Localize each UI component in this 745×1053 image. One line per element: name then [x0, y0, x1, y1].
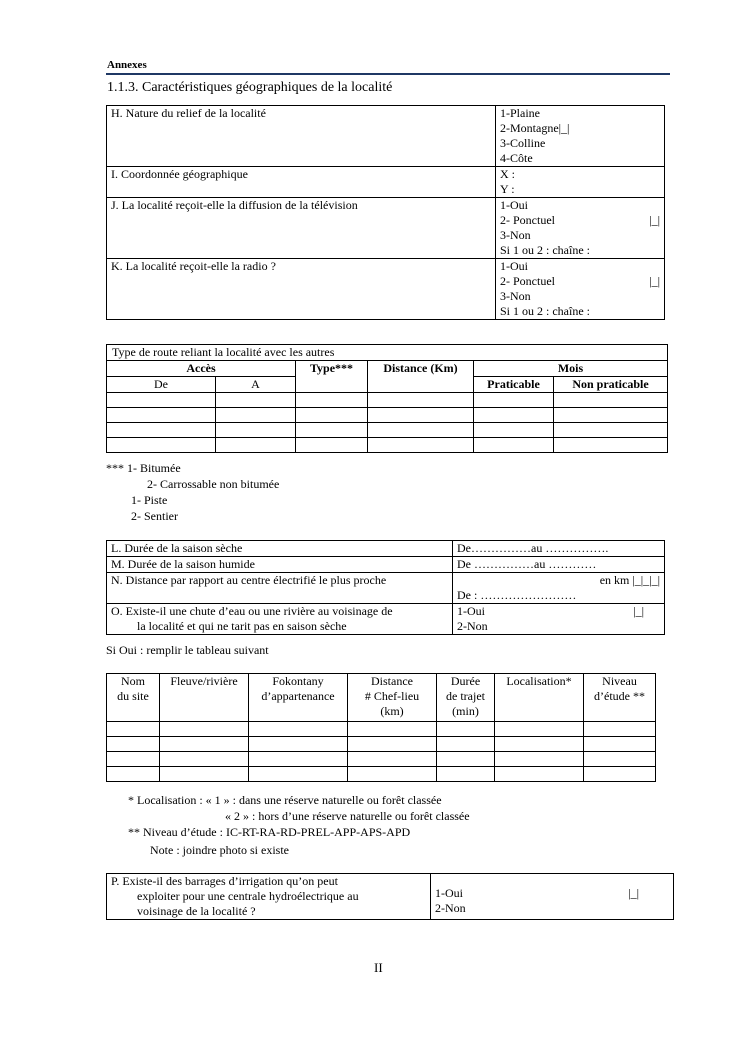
table-cell[interactable]	[348, 752, 437, 767]
table-cell[interactable]	[107, 438, 216, 453]
question-line: O. Existe-il une chute d’eau ou une rivière au voisinage de	[111, 604, 393, 618]
header-distance: Distance (Km)	[368, 361, 474, 393]
checkbox-field[interactable]: |_|	[649, 213, 660, 227]
table-row	[107, 408, 668, 423]
table-cell[interactable]	[348, 737, 437, 752]
note-line: 2- Sentier	[131, 509, 178, 523]
table-cell[interactable]	[584, 752, 656, 767]
question-cell: N. Distance par rapport au centre électrifié le plus proche	[107, 573, 453, 604]
row-coordinates	[107, 167, 665, 198]
answer-option: 2-Non	[457, 619, 488, 633]
header-text: (km)	[380, 704, 404, 718]
table-cell[interactable]	[216, 393, 296, 408]
road-type-table	[106, 344, 668, 453]
checkbox-field[interactable]: |_|	[558, 121, 570, 135]
table-cell[interactable]	[249, 767, 348, 782]
table-cell[interactable]	[584, 722, 656, 737]
table-cell[interactable]	[348, 767, 437, 782]
table-cell[interactable]	[107, 737, 160, 752]
table-cell[interactable]	[107, 423, 216, 438]
table-cell[interactable]	[216, 408, 296, 423]
header-text: Distance	[371, 674, 413, 688]
table-cell[interactable]	[249, 722, 348, 737]
answer-option: 1-Plaine	[500, 106, 540, 120]
answer-option	[500, 213, 660, 228]
header-text: Fleuve/rivière	[170, 674, 238, 688]
question-line: P. Existe-il des barrages d’irrigation qu’on peut	[111, 874, 338, 888]
note-line: *** 1- Bitumée	[106, 461, 181, 475]
answer-option: 3-Non	[500, 289, 531, 303]
checkbox-field[interactable]: |_|	[649, 274, 660, 288]
header-text: (min)	[452, 704, 479, 718]
note-line: ** Niveau d’étude : IC-RT-RA-RD-PREL-APP-APS-APD	[128, 825, 411, 839]
header-text: de trajet	[446, 689, 485, 703]
note-line: * Localisation : « 1 » : dans une réserve naturelle ou forêt classée	[128, 793, 442, 807]
question-line: exploiter pour une centrale hydroélectrique au	[137, 889, 359, 903]
answer-option	[500, 274, 660, 289]
answer-cell	[453, 604, 665, 635]
answer-option: 1-Oui	[500, 259, 528, 273]
table-cell[interactable]	[437, 767, 495, 782]
question-cell: M. Durée de la saison humide	[107, 557, 453, 573]
header-text: d’étude **	[594, 689, 645, 703]
header-de: De	[107, 377, 216, 393]
question-cell: I. Coordonnée géographique	[107, 167, 496, 198]
waterfall-sites-table	[106, 673, 656, 782]
table-cell[interactable]	[368, 408, 474, 423]
table-cell[interactable]	[554, 423, 668, 438]
table-cell[interactable]	[107, 393, 216, 408]
table-cell[interactable]	[495, 767, 584, 782]
table-cell[interactable]	[107, 752, 160, 767]
answer-field[interactable]: De ……………au …………	[453, 557, 665, 573]
row-relief	[107, 106, 665, 167]
header-text: du site	[117, 689, 149, 703]
header-text: Niveau	[602, 674, 637, 688]
answer-text: 2- Ponctuel	[500, 274, 555, 288]
header-localisation	[495, 674, 584, 722]
note-line: 1- Piste	[131, 493, 168, 507]
season-distance-table	[106, 540, 665, 635]
table-cell[interactable]	[160, 722, 249, 737]
note-line: 2- Carrossable non bitumée	[147, 477, 280, 491]
answer-cell	[496, 198, 665, 259]
answer-field[interactable]: De……………au …………….	[453, 541, 665, 557]
answer-option: 3-Colline	[500, 136, 546, 150]
header-acces: Accès	[107, 361, 296, 377]
header-distance	[348, 674, 437, 722]
irrigation-dam-table	[106, 873, 674, 920]
header-type: Type***	[296, 361, 368, 393]
table-cell[interactable]	[554, 408, 668, 423]
question-cell	[107, 604, 453, 635]
table-cell[interactable]	[107, 722, 160, 737]
question-line: voisinage de la localité ?	[137, 904, 256, 918]
table-cell[interactable]	[160, 737, 249, 752]
header-text: Nom	[121, 674, 145, 688]
header-a: A	[216, 377, 296, 393]
answer-text: 2-Montagne	[500, 121, 559, 135]
table-cell[interactable]	[368, 423, 474, 438]
table-row	[107, 438, 668, 453]
table-cell[interactable]	[107, 767, 160, 782]
route-type-notes	[106, 460, 279, 524]
answer-option	[457, 604, 660, 619]
answer-option: 1-Oui	[500, 198, 528, 212]
table-cell[interactable]	[249, 737, 348, 752]
running-header: Annexes	[107, 59, 147, 71]
question-cell: K. La localité reçoit-elle la radio ?	[107, 259, 496, 320]
header-non-praticable: Non praticable	[554, 377, 668, 393]
answer-cell	[496, 106, 665, 167]
table-cell[interactable]	[296, 438, 368, 453]
header-text: Localisation*	[506, 674, 572, 688]
coordinate-x-field[interactable]: X :	[500, 167, 515, 181]
question-cell: L. Durée de la saison sèche	[107, 541, 453, 557]
checkbox-field[interactable]: |_|	[633, 604, 644, 618]
header-text: d’appartenance	[261, 689, 335, 703]
table-cell[interactable]	[474, 438, 554, 453]
table-cell[interactable]	[160, 752, 249, 767]
table-cell[interactable]	[437, 752, 495, 767]
answer-option: 3-Non	[500, 228, 531, 242]
answer-cell	[431, 874, 674, 920]
table-cell[interactable]	[368, 393, 474, 408]
question-cell: J. La localité reçoit-elle la diffusion de la télévision	[107, 198, 496, 259]
table-row	[107, 722, 656, 737]
answer-option	[500, 121, 660, 136]
answer-option: Si 1 ou 2 : chaîne :	[500, 304, 590, 318]
answer-text: 2- Ponctuel	[500, 213, 555, 227]
coordinate-y-field[interactable]: Y :	[500, 182, 515, 196]
row-radio	[107, 259, 665, 320]
header-mois: Mois	[474, 361, 668, 377]
table-cell[interactable]	[584, 767, 656, 782]
answer-cell	[496, 259, 665, 320]
answer-option: Si 1 ou 2 : chaîne :	[500, 243, 590, 257]
answer-option	[435, 886, 669, 901]
table-cell[interactable]	[437, 722, 495, 737]
table-cell[interactable]	[474, 393, 554, 408]
answer-cell	[496, 167, 665, 198]
answer-cell	[453, 573, 665, 604]
distance-km-field[interactable]: en km |_|_|_|	[599, 573, 660, 587]
table-cell[interactable]	[216, 438, 296, 453]
header-rule	[106, 73, 670, 75]
note-line: Note : joindre photo si existe	[150, 843, 289, 857]
question-line: la localité et qui ne tarit pas en saison sèche	[137, 619, 347, 633]
header-text: # Chef-lieu	[364, 689, 420, 703]
checkbox-field[interactable]: |_|	[628, 885, 639, 900]
table-cell[interactable]	[160, 767, 249, 782]
section-title: 1.1.3. Caractéristiques géographiques de la localité	[107, 80, 393, 95]
table-cell[interactable]	[495, 722, 584, 737]
distance-from-field[interactable]: De : ……………………	[457, 588, 577, 602]
locality-questions-table	[106, 105, 665, 320]
page-number: II	[374, 960, 383, 975]
table-cell[interactable]	[474, 408, 554, 423]
table-caption: Type de route reliant la localité avec les autres	[107, 345, 668, 361]
table-cell[interactable]	[296, 423, 368, 438]
table-cell[interactable]	[437, 737, 495, 752]
header-fokontany	[249, 674, 348, 722]
table-cell[interactable]	[474, 423, 554, 438]
header-nom-site	[107, 674, 160, 722]
table-cell[interactable]	[584, 737, 656, 752]
table-row	[107, 737, 656, 752]
answer-option: 2-Non	[435, 900, 466, 915]
table-cell[interactable]	[495, 737, 584, 752]
table-cell[interactable]	[216, 423, 296, 438]
table-cell[interactable]	[296, 393, 368, 408]
table-row	[107, 752, 656, 767]
table-cell[interactable]	[249, 752, 348, 767]
table-cell[interactable]	[368, 438, 474, 453]
table-cell[interactable]	[554, 393, 668, 408]
si-oui-instruction: Si Oui : remplir le tableau suivant	[106, 643, 269, 657]
answer-option: 4-Côte	[500, 151, 533, 165]
row-television	[107, 198, 665, 259]
table-cell[interactable]	[495, 752, 584, 767]
table-row	[107, 393, 668, 408]
table-cell[interactable]	[554, 438, 668, 453]
table-row	[107, 423, 668, 438]
header-praticable: Praticable	[474, 377, 554, 393]
question-cell: H. Nature du relief de la localité	[107, 106, 496, 167]
question-cell	[107, 874, 431, 920]
localisation-notes	[128, 792, 470, 858]
table-row	[107, 767, 656, 782]
table-cell[interactable]	[296, 408, 368, 423]
header-text: Durée	[450, 674, 481, 688]
table-cell[interactable]	[107, 408, 216, 423]
header-text: Fokontany	[272, 674, 324, 688]
note-line: « 2 » : hors d’une réserve naturelle ou forêt classée	[225, 809, 470, 823]
answer-text: 1-Oui	[457, 604, 485, 618]
header-niveau	[584, 674, 656, 722]
answer-text: 1-Oui	[435, 885, 463, 900]
header-fleuve	[160, 674, 249, 722]
table-cell[interactable]	[348, 722, 437, 737]
header-duree	[437, 674, 495, 722]
